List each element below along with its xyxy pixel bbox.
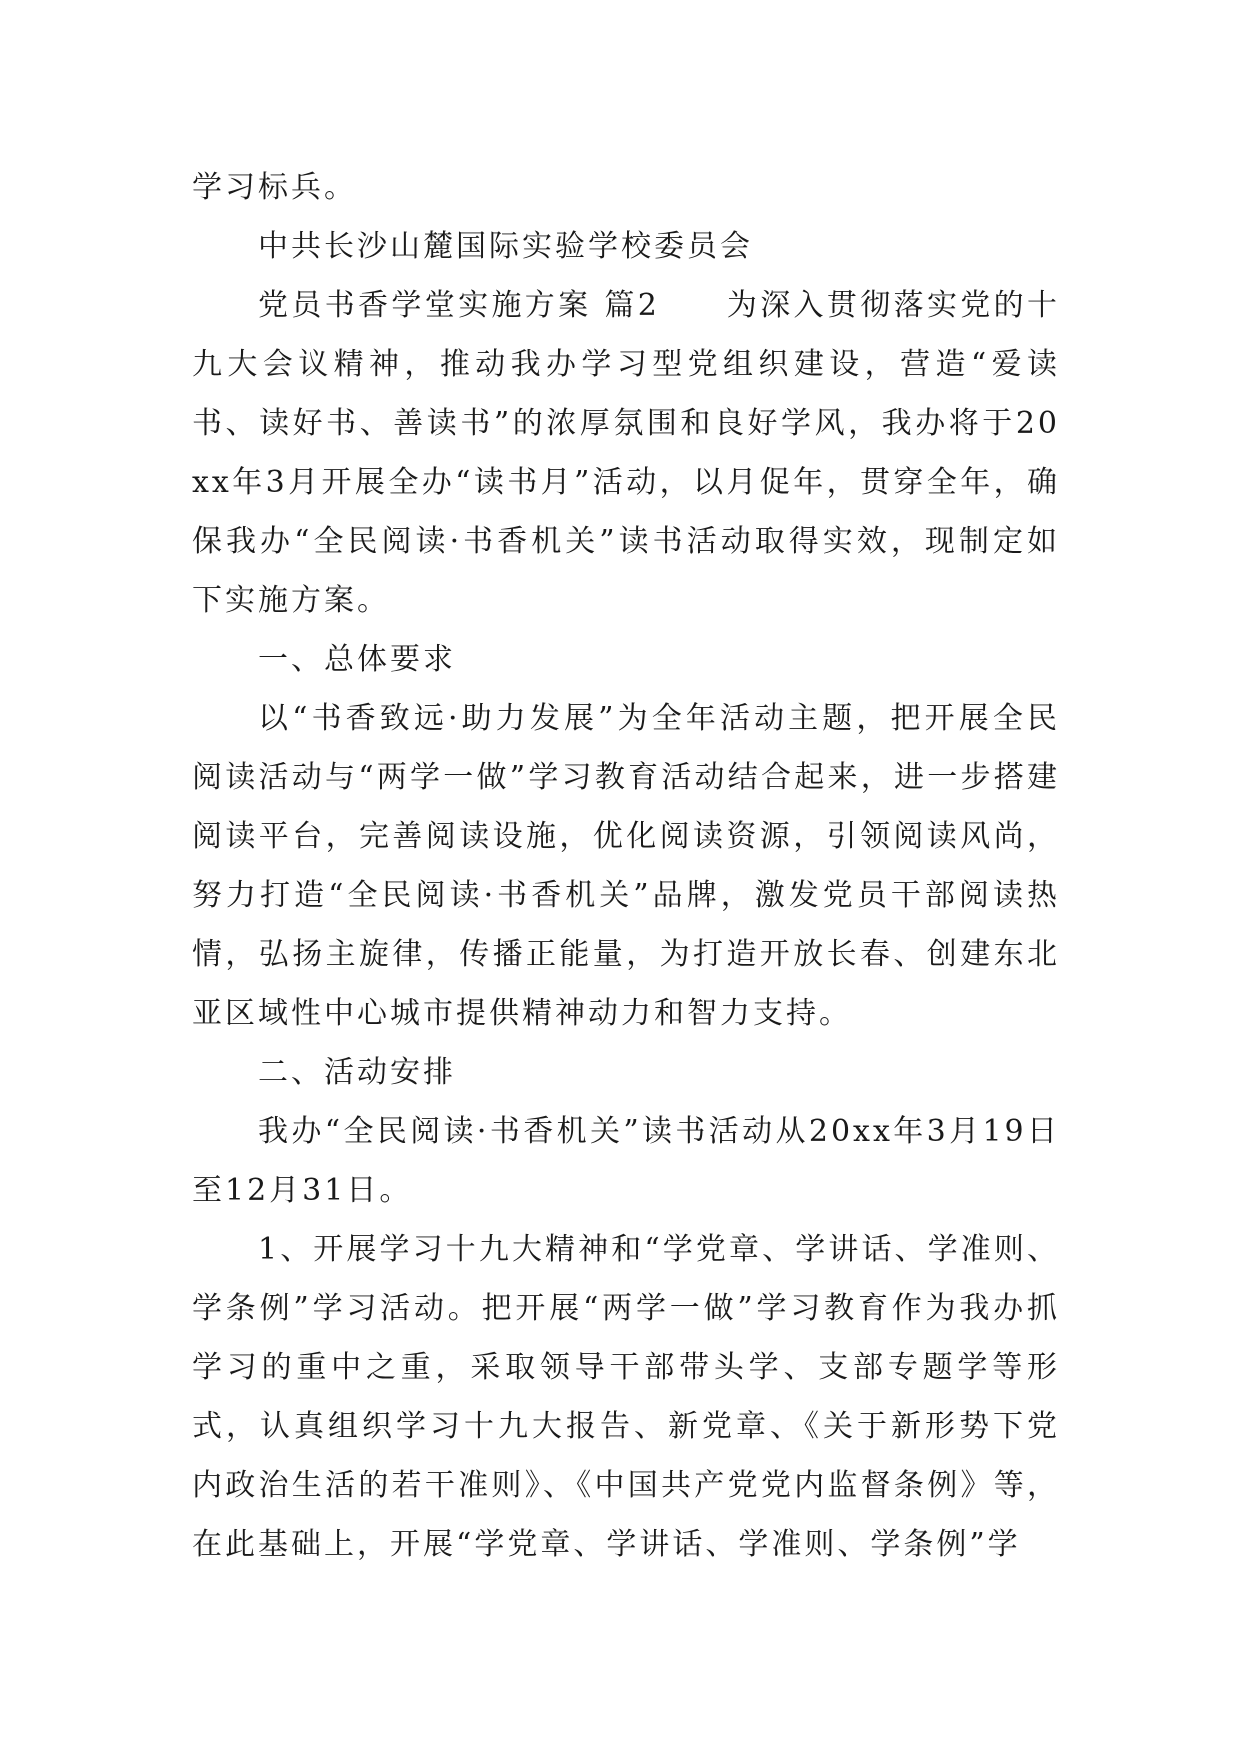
document-page bbox=[192, 158, 1060, 1574]
paragraph-signature: 中共长沙山麓国际实验学校委员会 bbox=[258, 229, 753, 264]
paragraph-general-requirements: 以“书香致远·助力发展”为全年活动主题，把开展全民阅读活动与“两学一做”学习教育活动结合起来，进一步搭建阅读平台，完善阅读设施，优化阅读资源，引领阅读风尚，努力打造“全民阅读·书香机关”品牌，激发党员干部阅读热情，弘扬主旋律，传播正能量，为打造开放长春、创建东北亚区域性中心城市提供精神动力和智力支持。 bbox=[192, 701, 1060, 1031]
paragraph-activity-item-1: 1、开展学习十九大精神和“学党章、学讲话、学准则、学条例”学习活动。把开展“两学一做”学习教育作为我办抓学习的重中之重，采取领导干部带头学、支部专题学等形式，认真组织学习十九大报告、新党章、《关于新形势下党内政治生活的若干准则》、《中国共产党党内监督条例》等，在此基础上，开展“学党章、学讲话、学准则、学条例”学 bbox=[192, 1232, 1060, 1562]
paragraph-activity-period: 我办“全民阅读·书香机关”读书活动从20xx年3月19日至12月31日。 bbox=[192, 1114, 1060, 1208]
section-heading-general-requirements: 一、总体要求 bbox=[258, 642, 456, 677]
section-heading-activity-arrangement: 二、活动安排 bbox=[258, 1055, 456, 1090]
paragraph-continuation: 学习标兵。 bbox=[192, 170, 357, 205]
paragraph-intro: 党员书香学堂实施方案 篇2 为深入贯彻落实党的十九大会议精神，推动我办学习型党组织建设，营造“爱读书、读好书、善读书”的浓厚氛围和良好学风，我办将于20xx年3月开展全办“读书月”活动，以月促年，贯穿全年，确保我办“全民阅读·书香机关”读书活动取得实效，现制定如下实施方案。 bbox=[192, 288, 1060, 618]
